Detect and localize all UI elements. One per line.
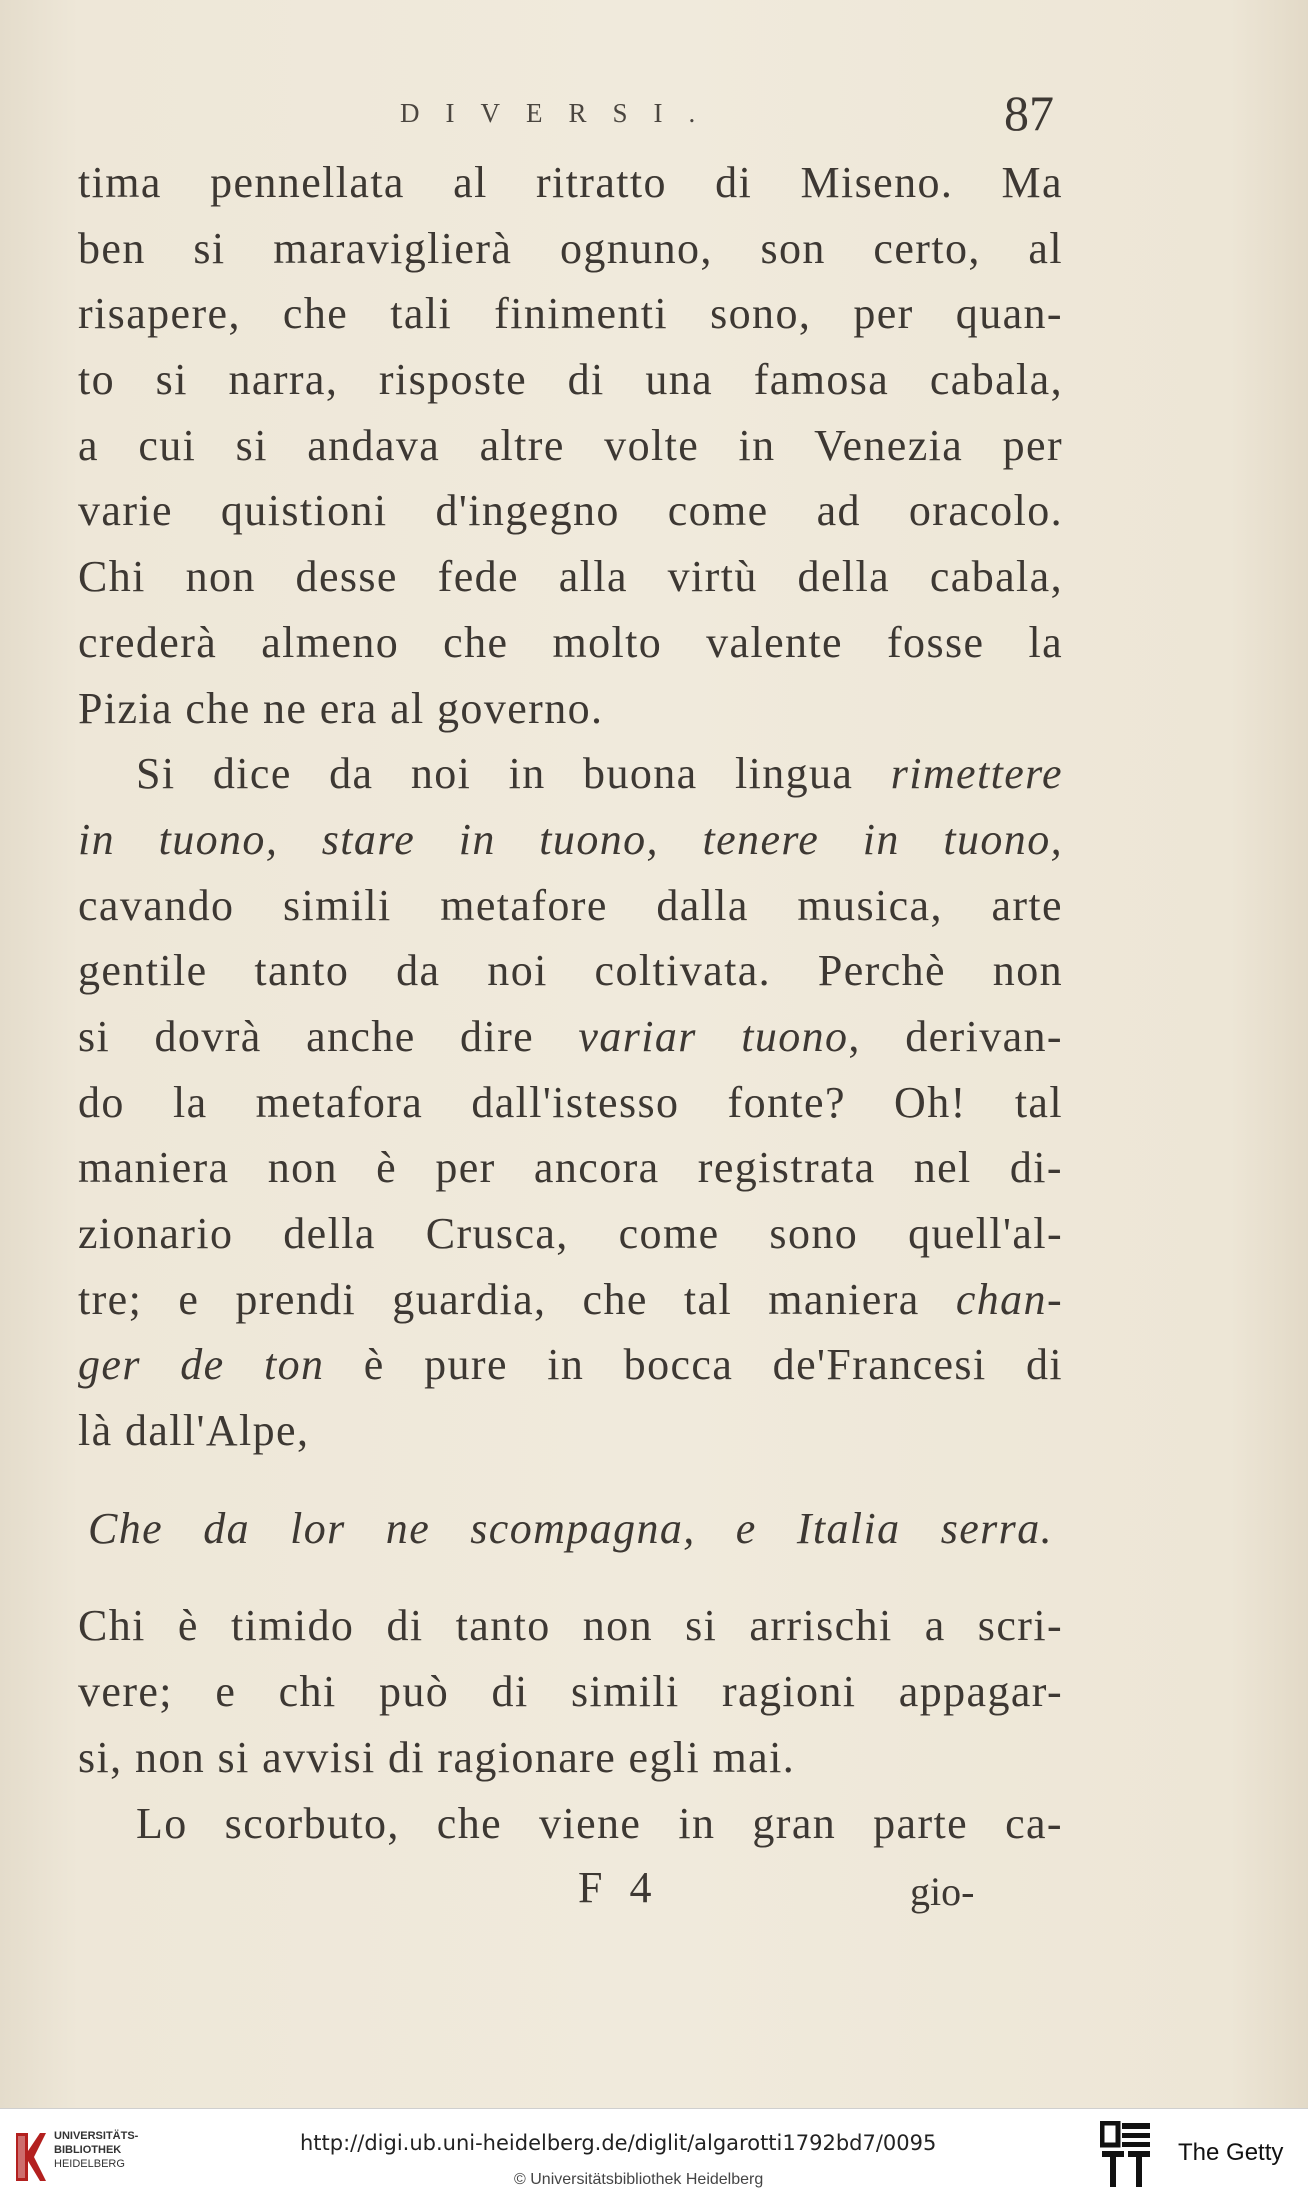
line-text: Si dice da noi in buona lingua bbox=[136, 749, 891, 799]
text-line: risapere, che tali finimenti sono, per quan- bbox=[78, 289, 1063, 339]
text-line bbox=[78, 741, 1063, 807]
body-text bbox=[78, 150, 1063, 1856]
text-line bbox=[78, 1004, 1063, 1070]
text-line: si, non si avvisi di ragionare egli mai. bbox=[78, 1732, 796, 1782]
copyright-notice: © Universitätsbibliothek Heidelberg bbox=[514, 2171, 764, 2188]
text-line: maniera non è per ancora registrata nel di- bbox=[78, 1143, 1063, 1193]
viewer-footer bbox=[0, 2108, 1308, 2201]
text-line: crederà almeno che molto valente fosse la bbox=[78, 617, 1063, 667]
text-line: ben si maraviglierà ognuno, son certo, al bbox=[78, 223, 1063, 273]
text-line: a cui si andava altre volte in Venezia per bbox=[78, 420, 1063, 470]
page-number: 87 bbox=[1004, 85, 1054, 141]
library-name-line: HEIDELBERG bbox=[54, 2158, 125, 2170]
library-name-line: BIBLIOTHEK bbox=[54, 2144, 122, 2156]
text-line: varie quistioni d'ingegno come ad oracolo. bbox=[78, 486, 1063, 536]
text-line: là dall'Alpe, bbox=[78, 1406, 310, 1456]
text-line bbox=[78, 1332, 1063, 1398]
text-line: Chi è timido di tanto non si arrischi a scri- bbox=[78, 1601, 1063, 1651]
italic-phrase: in tuono, stare in tuono, tenere in tuono, bbox=[78, 814, 1063, 864]
line-text: tre; e prendi guardia, che tal maniera bbox=[78, 1274, 956, 1324]
italic-phrase: ger de ton bbox=[78, 1340, 325, 1390]
text-line: zionario della Crusca, come sono quell'al- bbox=[78, 1209, 1063, 1258]
italic-phrase: variar tuono bbox=[578, 1011, 849, 1061]
text-line: to si narra, risposte di una famosa cabala, bbox=[78, 355, 1063, 405]
line-text: , derivan- bbox=[848, 1011, 1063, 1061]
library-name-line: UNIVERSITÄTS- bbox=[54, 2130, 139, 2142]
text-line: Lo scorbuto, che viene in gran parte ca- bbox=[136, 1798, 1063, 1848]
text-line bbox=[78, 1267, 1063, 1333]
text-line: gentile tanto da noi coltivata. Perchè non bbox=[78, 946, 1063, 996]
text-line: vere; e chi può di simili ragioni appagar- bbox=[78, 1667, 1063, 1717]
italic-phrase: rimettere bbox=[890, 749, 1063, 799]
text-line bbox=[78, 807, 1063, 873]
italic-verse: Che da lor ne scompagna, e Italia serra. bbox=[88, 1503, 1053, 1553]
getty-label: The Getty bbox=[1178, 2139, 1284, 2166]
signature-mark: F 4 bbox=[578, 1863, 660, 1912]
running-head: DIVERSI. bbox=[400, 98, 722, 128]
library-name bbox=[54, 2129, 138, 2171]
permalink-url[interactable]: http://digi.ub.uni-heidelberg.de/diglit/algarotti1792bd7/0095 bbox=[300, 2131, 937, 2155]
text-line: Chi non desse fede alla virtù della cabala, bbox=[78, 552, 1063, 602]
italic-phrase: chan- bbox=[955, 1274, 1063, 1324]
text-line: Pizia che ne era al governo. bbox=[78, 683, 604, 733]
getty-logo-icon bbox=[1100, 2121, 1152, 2193]
line-text: si dovrà anche dire bbox=[78, 1011, 579, 1061]
ub-heidelberg-logo-icon bbox=[14, 2127, 48, 2183]
catchword: gio- bbox=[910, 1869, 975, 1914]
text-line: do la metafora dall'istesso fonte? Oh! tal bbox=[78, 1077, 1063, 1127]
text-line: tima pennellata al ritratto di Miseno. Ma bbox=[78, 158, 1063, 207]
line-text: è pure in bocca de'Francesi di bbox=[324, 1340, 1063, 1390]
verse-quotation bbox=[78, 1496, 1053, 1562]
text-line: cavando simili metafore dalla musica, arte bbox=[78, 880, 1063, 930]
